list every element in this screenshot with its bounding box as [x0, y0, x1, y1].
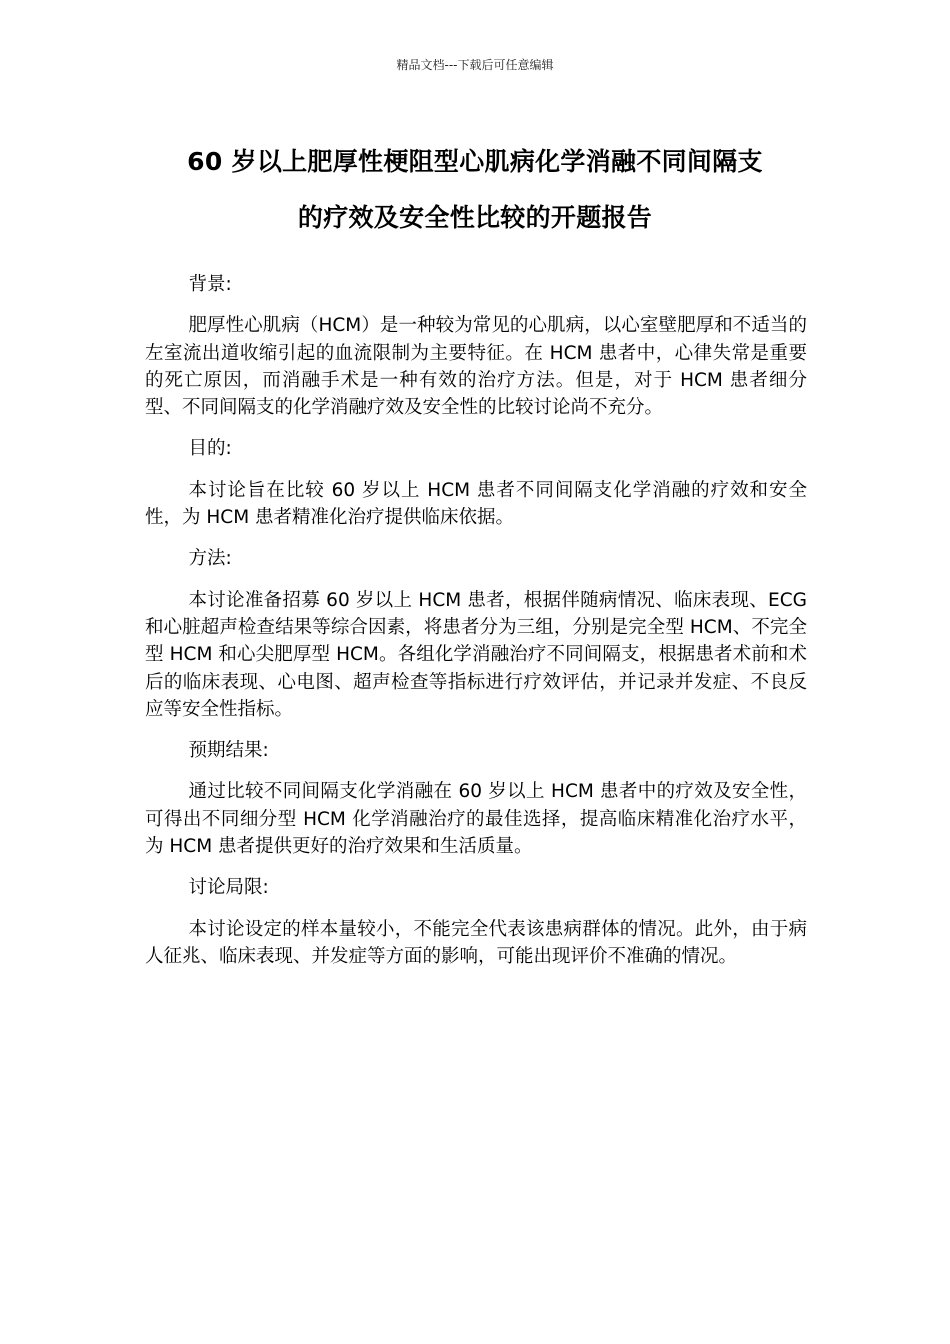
section-body-limitations: 本讨论设定的样本量较小，不能完全代表该患病群体的情况。此外，由于病人征兆、临床表现、并发症等方面的影响，可能出现评价不准确的情况。	[145, 918, 807, 967]
section-body-expected-results: 通过比较不同间隔支化学消融在 60 岁以上 HCM 患者中的疗效及安全性，可得出不同细分型 HCM 化学消融治疗的最佳选择，提高临床精准化治疗水平，为 HCM 患者提供更好的治疗效果和生活质量。	[145, 781, 807, 858]
section-body-background: 肥厚性心肌病（HCM）是一种较为常见的心肌病，以心室壁肥厚和不适当的左室流出道收缩引起的血流限制为主要特征。在 HCM 患者中，心律失常是重要的死亡原因，而消融手术是一种有效的治疗方法。但是，对于 HCM 患者细分型、不同间隔支的化学消融疗效及安全性的比较讨论尚不充分。	[145, 315, 807, 419]
page-header-note: 精品文档---下载后可任意编辑	[396, 58, 554, 72]
section-body-objective: 本讨论旨在比较 60 岁以上 HCM 患者不同间隔支化学消融的疗效和安全性，为 HCM 患者精准化治疗提供临床依据。	[145, 479, 807, 529]
section-body-methods: 本讨论准备招募 60 岁以上 HCM 患者，根据伴随病情况、临床表现、ECG 和心脏超声检查结果等综合因素，将患者分为三组，分别是完全型 HCM、不完全型 HCM 和心尖肥厚型 HCM。各组化学消融治疗不同间隔支，根据患者术前和术后的临床表现、心电图、超声检查等指标进行疗效评估，并记录并发症、不良反应等安全性指标。	[145, 589, 807, 720]
section-heading-objective: 目的:	[188, 438, 232, 460]
section-heading-background: 背景:	[188, 274, 232, 295]
document-title-line-1: 60 岁以上肥厚性梗阻型心肌病化学消融不同间隔支	[187, 147, 763, 176]
section-heading-expected-results: 预期结果:	[188, 740, 269, 762]
section-heading-limitations: 讨论局限:	[188, 877, 269, 899]
document-body	[145, 271, 807, 984]
section-heading-methods: 方法:	[188, 548, 232, 570]
document-title	[145, 134, 805, 246]
document-title-line-2: 的疗效及安全性比较的开题报告	[297, 203, 653, 232]
